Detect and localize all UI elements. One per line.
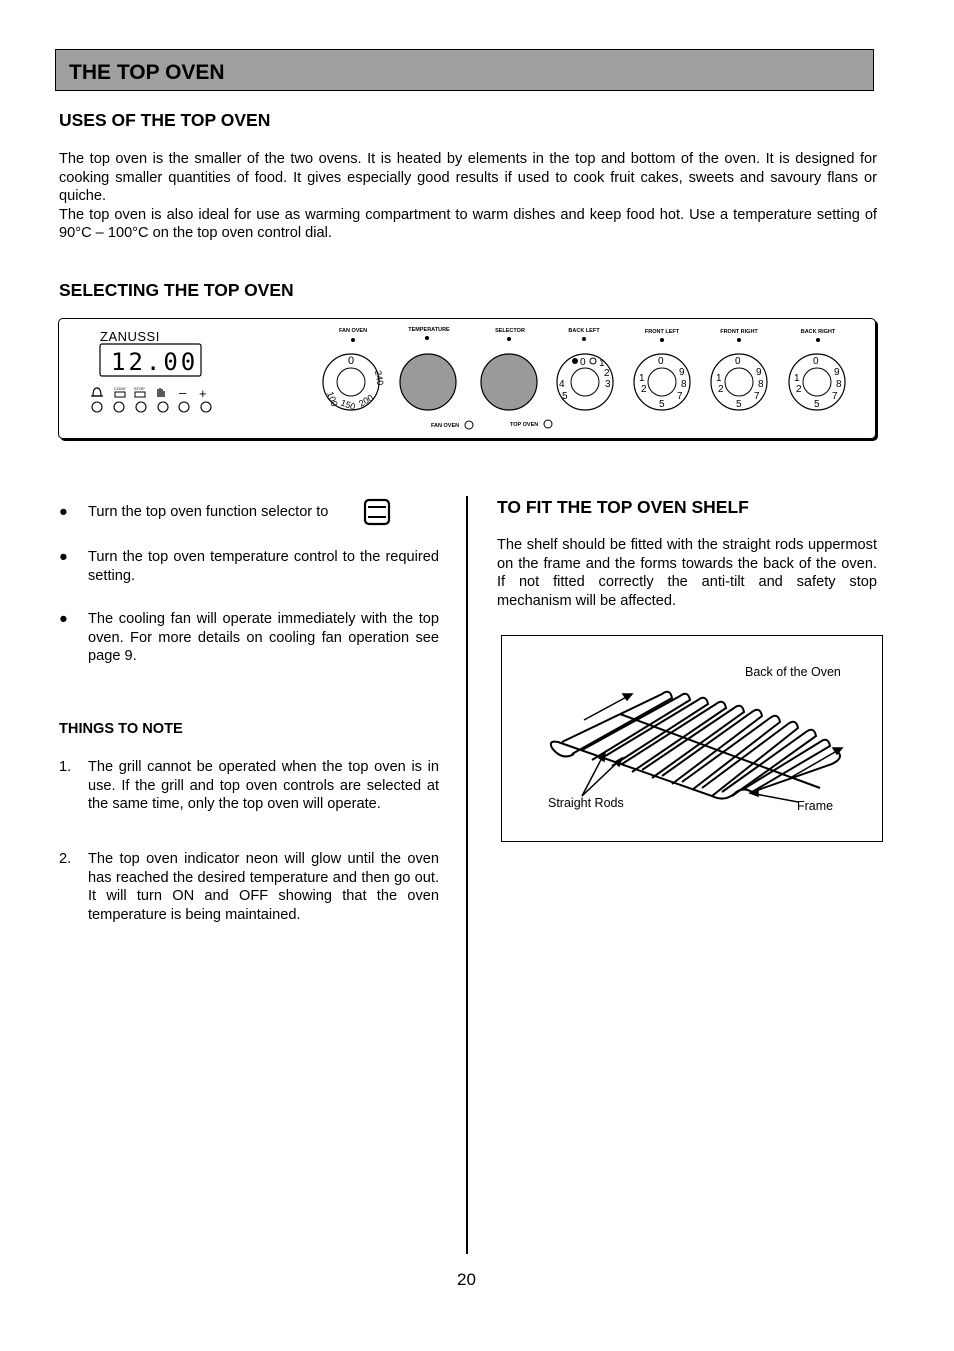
clock-readout: 12.00 — [111, 348, 199, 376]
bullet-text: Turn the top oven function selector to — [88, 504, 329, 520]
plus-button — [201, 402, 211, 412]
front-left-mark-5: 5 — [659, 399, 665, 410]
shelf-paragraph: The shelf should be fitted with the straight rods uppermost on the frame and the forms towards the back of the oven. If not fitted correctly the anti-tilt and safety stop mechanism will be affected. — [497, 537, 877, 609]
note-text: The top oven indicator neon will glow until the oven has reached the desired temperature and then go out. It will turn ON and OFF showing that the oven temperature is being maintained. — [88, 851, 439, 923]
back-right-mark-9: 9 — [834, 367, 840, 378]
front-left-mark-7: 7 — [677, 391, 683, 402]
back-left-mark-3: 3 — [605, 379, 611, 390]
front-right-dial — [711, 354, 767, 410]
frame-label: Frame — [797, 799, 834, 813]
fan-dial-mark-200: 200 — [357, 392, 376, 409]
brand-logo: ZANUSSI — [100, 329, 160, 344]
minus-button — [179, 402, 189, 412]
front-left-dial — [634, 354, 690, 410]
plus-icon: + — [199, 386, 207, 401]
back-right-mark-2: 2 — [796, 384, 802, 395]
selector-knob — [481, 354, 537, 410]
shelf-heading: TO FIT THE TOP OVEN SHELF — [497, 497, 749, 517]
fan-oven-dial — [323, 354, 385, 412]
front-right-mark-9: 9 — [756, 367, 762, 378]
stop-button — [136, 402, 146, 412]
uses-paragraph-1: The top oven is the smaller of the two ovens. It is heated by elements in the top and bottom of the oven. It is designed for cooking smaller quantities of food. It gives especially good results if used to cook fruit cakes, sweets and savoury flans or quiche. — [59, 151, 877, 204]
shelf-diagram — [501, 635, 883, 842]
front-right-mark-0: 0 — [735, 356, 741, 367]
uses-heading: USES OF THE TOP OVEN — [59, 110, 271, 130]
front-left-label: FRONT LEFT — [644, 329, 680, 335]
uses-paragraph-2: The top oven is also ideal for use as warming compartment to warm dishes and keep food hot. Use a temperature setting of 90°C – 100°C on the top oven control dial. — [59, 206, 877, 241]
notes-heading: THINGS TO NOTE — [59, 721, 183, 737]
bullet-text: Turn the top oven temperature control to the required setting. — [88, 549, 439, 584]
temperature-knob — [400, 354, 456, 410]
bullet-dot: ● — [59, 611, 68, 627]
page-number: 20 — [457, 1270, 476, 1289]
back-right-mark-8: 8 — [836, 379, 842, 390]
straight-rods-label: Straight Rods — [548, 796, 624, 810]
back-right-dial — [789, 354, 845, 410]
bullet-dot: ● — [59, 549, 68, 565]
back-right-mark-1: 1 — [794, 373, 800, 384]
front-right-mark-5: 5 — [736, 399, 742, 410]
bell-button — [92, 402, 102, 412]
fan-dial-mark-240: 240 — [373, 369, 386, 387]
back-right-mark-0: 0 — [813, 356, 819, 367]
back-of-oven-label: Back of the Oven — [745, 665, 841, 679]
front-left-mark-8: 8 — [681, 379, 687, 390]
stop-label: STOP — [134, 386, 145, 391]
top-oven-neon-label: TOP OVEN — [510, 422, 539, 428]
top-oven-neon — [544, 420, 552, 428]
manual-button — [158, 402, 168, 412]
fan-dial-mark-150: 150 — [339, 397, 357, 413]
back-left-label: BACK LEFT — [568, 328, 600, 334]
hand-icon — [158, 388, 164, 397]
bullet-dot: ● — [59, 504, 68, 520]
back-left-mark-5: 5 — [562, 391, 568, 402]
note-number: 1. — [59, 759, 72, 775]
front-right-mark-2: 2 — [718, 384, 724, 395]
fan-oven-neon-label: FAN OVEN — [431, 423, 460, 429]
front-right-mark-8: 8 — [758, 379, 764, 390]
front-right-mark-7: 7 — [754, 391, 760, 402]
back-left-mark-4: 4 — [559, 379, 565, 390]
fan-dial-mark-100: 100 — [325, 390, 340, 408]
minus-icon: – — [179, 385, 187, 400]
front-left-mark-9: 9 — [679, 367, 685, 378]
back-right-mark-7: 7 — [832, 391, 838, 402]
front-left-mark-2: 2 — [641, 384, 647, 395]
cook-button — [114, 402, 124, 412]
section-title-bar — [55, 49, 874, 91]
page-title: THE TOP OVEN — [69, 61, 225, 84]
shelf-drawing — [502, 636, 882, 841]
top-oven-function-icon — [363, 498, 391, 526]
stop-icon — [134, 386, 145, 397]
cook-label: COOK — [114, 386, 126, 391]
front-left-mark-1: 1 — [639, 373, 645, 384]
cook-icon — [114, 386, 126, 397]
back-left-mark-1: 1 — [599, 358, 605, 369]
selecting-heading: SELECTING THE TOP OVEN — [59, 280, 294, 300]
fan-dial-mark-0: 0 — [348, 355, 355, 367]
back-right-mark-5: 5 — [814, 399, 820, 410]
fan-oven-neon — [465, 421, 473, 429]
back-left-mark-0: 0 — [580, 357, 586, 368]
temperature-label: TEMPERATURE — [408, 327, 450, 333]
control-panel-drawing — [59, 319, 875, 438]
note-text: The grill cannot be operated when the top oven is in use. If the grill and top oven controls are selected at the same time, only the top oven will operate. — [88, 759, 439, 812]
front-left-mark-0: 0 — [658, 356, 664, 367]
selector-label: SELECTOR — [495, 328, 525, 334]
back-right-label: BACK RIGHT — [800, 329, 836, 335]
column-divider — [466, 496, 468, 1254]
uses-body — [59, 150, 877, 243]
bullet-text: The cooling fan will operate immediately with the top oven. For more details on cooling fan operation see page 9. — [88, 611, 439, 664]
bell-icon — [91, 388, 103, 396]
back-left-dial — [557, 354, 613, 410]
fan-oven-label: FAN OVEN — [338, 328, 368, 334]
front-right-mark-1: 1 — [716, 373, 722, 384]
front-right-label: FRONT RIGHT — [720, 329, 758, 335]
note-number: 2. — [59, 851, 72, 867]
control-panel-illustration — [58, 318, 876, 439]
back-left-mark-2: 2 — [604, 368, 610, 379]
